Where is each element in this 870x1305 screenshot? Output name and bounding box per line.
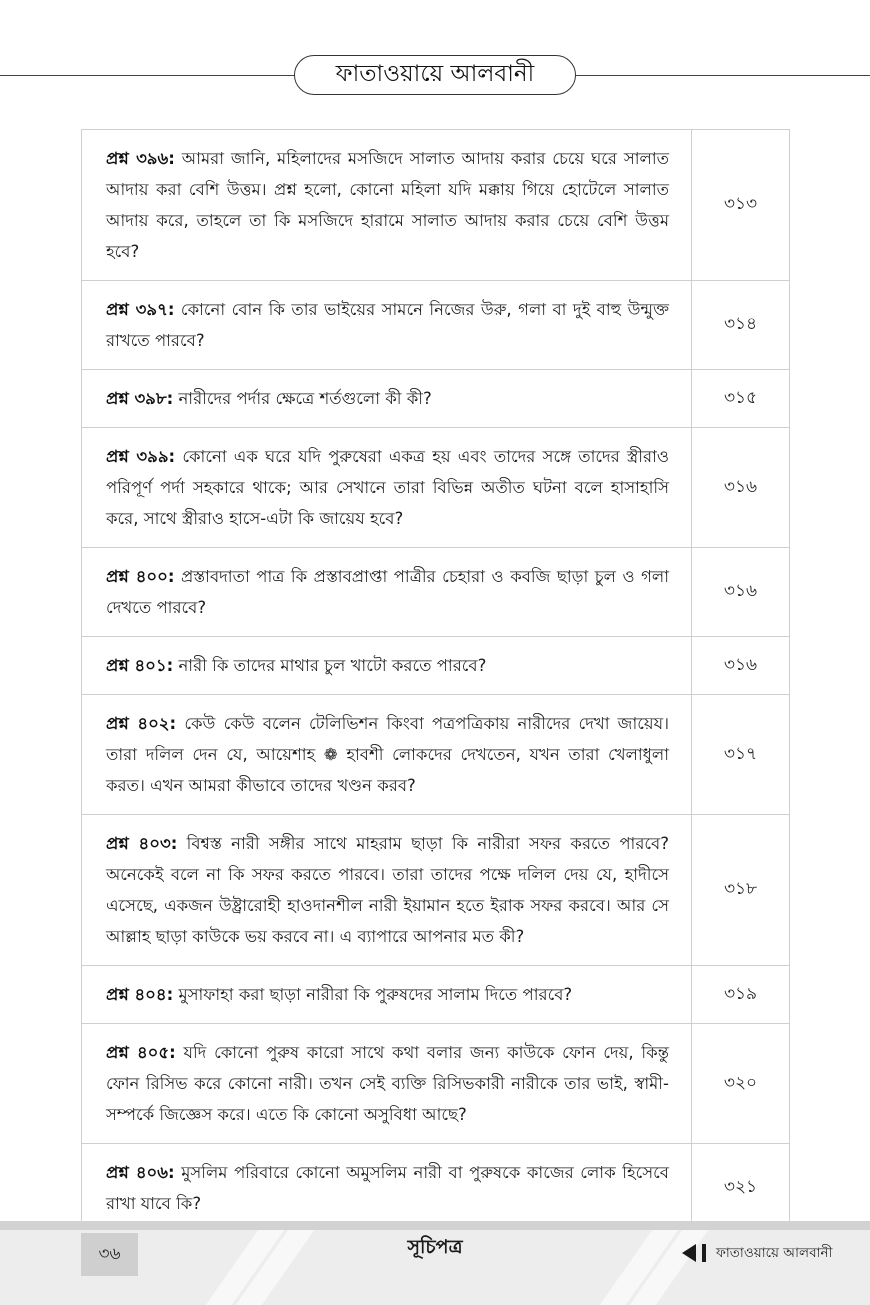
question-text: নারীদের পর্দার ক্ষেত্রে শর্তগুলো কী কী? — [178, 389, 432, 408]
toc-row — [82, 281, 790, 370]
toc-row — [82, 370, 790, 428]
table-of-contents — [81, 129, 790, 1233]
question-label: প্রশ্ন ৪০২: — [106, 714, 177, 733]
question-text: নারী কি তাদের মাথার চুল খাটো করতে পারবে? — [178, 656, 487, 675]
question-text: কোনো এক ঘরে যদি পুরুষেরা একত্র হয় এবং তাদের সঙ্গে তাদের স্ত্রীরাও পরিপূর্ণ পর্দা সহকারে থাকে; আর সেখানে তারা বিভিন্ন অতীত ঘটনা বলে হাসাহাসি করে, সাথে স্ত্রীরাও হাসে-এটা কি জায়েয হবে? — [106, 447, 669, 528]
page-ref: ৩১৯ — [692, 966, 790, 1024]
page-ref: ৩১৪ — [692, 281, 790, 370]
toc-body — [82, 130, 790, 1233]
question-cell — [82, 548, 692, 637]
page-number: ৩৬ — [81, 1233, 138, 1276]
toc-row — [82, 130, 790, 281]
question-text: প্রস্তাবদাতা পাত্র কি প্রস্তাবপ্রাপ্তা পাত্রীর চেহারা ও কবজি ছাড়া চুল ও গলা দেখতে পারবে? — [106, 567, 669, 617]
question-text: কেউ কেউ বলেন টেলিভিশন কিংবা পত্রপত্রিকায় নারীদের দেখা জায়েয। তারা দলিল দেন যে, আয়েশাহ ❁ হাবশী লোকদের দেখতেন, যখন তারা খেলাধুলা করত। এখন আমরা কীভাবে তাদের খণ্ডন করব? — [106, 714, 669, 795]
question-text: মুসাফাহা করা ছাড়া নারীরা কি পুরুষদের সালাম দিতে পারবে? — [178, 985, 573, 1004]
question-cell — [82, 428, 692, 548]
toc-row — [82, 695, 790, 815]
question-label: প্রশ্ন ৩৯৯: — [106, 447, 176, 466]
question-label: প্রশ্ন ৪০০: — [106, 567, 175, 586]
toc-row — [82, 1024, 790, 1144]
question-label: প্রশ্ন ৩৯৮: — [106, 389, 174, 408]
toc-row — [82, 548, 790, 637]
page-ref: ৩১৬ — [692, 428, 790, 548]
question-label: প্রশ্ন ৪০১: — [106, 656, 174, 675]
toc-row — [82, 815, 790, 966]
page-ref: ৩১৬ — [692, 548, 790, 637]
question-cell — [82, 1024, 692, 1144]
toc-row — [82, 966, 790, 1024]
page-ref: ৩২১ — [692, 1144, 790, 1233]
footer-book-title-text: ফাতাওয়ায়ে আলবানী — [716, 1245, 833, 1261]
question-label: প্রশ্ন ৪০৫: — [106, 1043, 176, 1062]
page-ref: ৩১৮ — [692, 815, 790, 966]
question-label: প্রশ্ন ৩৯৬: — [106, 149, 175, 168]
page-ref: ৩১৫ — [692, 370, 790, 428]
toc-row — [82, 1144, 790, 1233]
question-text: কোনো বোন কি তার ভাইয়ের সামনে নিজের উরু, গলা বা দুই বাহু উন্মুক্ত রাখতে পারবে? — [106, 300, 669, 350]
page-ref: ৩১৬ — [692, 637, 790, 695]
question-label: প্রশ্ন ৪০৪: — [106, 985, 174, 1004]
footer-band — [0, 1221, 870, 1230]
book-title-header: ফাতাওয়ায়ে আলবানী — [294, 55, 576, 95]
question-cell — [82, 815, 692, 966]
page-ref: ৩২০ — [692, 1024, 790, 1144]
toc-row — [82, 637, 790, 695]
question-label: প্রশ্ন ৩৯৭: — [106, 300, 175, 319]
question-label: প্রশ্ন ৪০৩: — [106, 834, 178, 853]
question-cell — [82, 281, 692, 370]
question-cell — [82, 637, 692, 695]
question-text: বিশ্বস্ত নারী সঙ্গীর সাথে মাহরাম ছাড়া কি নারীরা সফর করতে পারবে? অনেকেই বলে না কি সফর করতে পারবে। তারা তাদের পক্ষে দলিল দেয় যে, হাদীসে এসেছে, একজন উষ্ট্রারোহী হাওদানশীল নারী ইয়ামান হতে ইরাক সফর করবে। আর সে আল্লাহ ছাড়া কাউকে ভয় করবে না। এ ব্যাপারে আপনার মত কী? — [106, 834, 669, 946]
question-text: যদি কোনো পুরুষ কারো সাথে কথা বলার জন্য কাউকে ফোন দেয়, কিন্তু ফোন রিসিভ করে কোনো নারী। তখন সেই ব্যক্তি রিসিভকারী নারীকে তার ভাই, স্বামী-সম্পর্কে জিজ্ঞেস করে। এতে কি কোনো অসুবিধা আছে? — [106, 1043, 670, 1124]
section-title: সূচিপত্র — [407, 1236, 463, 1258]
question-cell — [82, 130, 692, 281]
question-text: মুসলিম পরিবারে কোনো অমুসলিম নারী বা পুরুষকে কাজের লোক হিসেবে রাখা যাবে কি? — [106, 1163, 669, 1213]
footer-book-title — [682, 1241, 832, 1265]
toc-row — [82, 428, 790, 548]
question-text: আমরা জানি, মহিলাদের মসজিদে সালাত আদায় করার চেয়ে ঘরে সালাত আদায় করা বেশি উত্তম। প্রশ্ন হলো, কোনো মহিলা যদি মক্কায় গিয়ে হোটেলে সালাত আদায় করে, তাহলে তা কি মসজিদে হারামে সালাত আদায় করার চেয়ে বেশি উত্তম হবে? — [106, 149, 669, 261]
question-cell — [82, 370, 692, 428]
question-cell — [82, 966, 692, 1024]
question-label: প্রশ্ন ৪০৬: — [106, 1163, 175, 1182]
marker-bar — [702, 1244, 706, 1262]
page-ref: ৩১৩ — [692, 130, 790, 281]
page-ref: ৩১৭ — [692, 695, 790, 815]
arrow-left-icon — [682, 1244, 696, 1262]
question-cell — [82, 1144, 692, 1233]
question-cell — [82, 695, 692, 815]
